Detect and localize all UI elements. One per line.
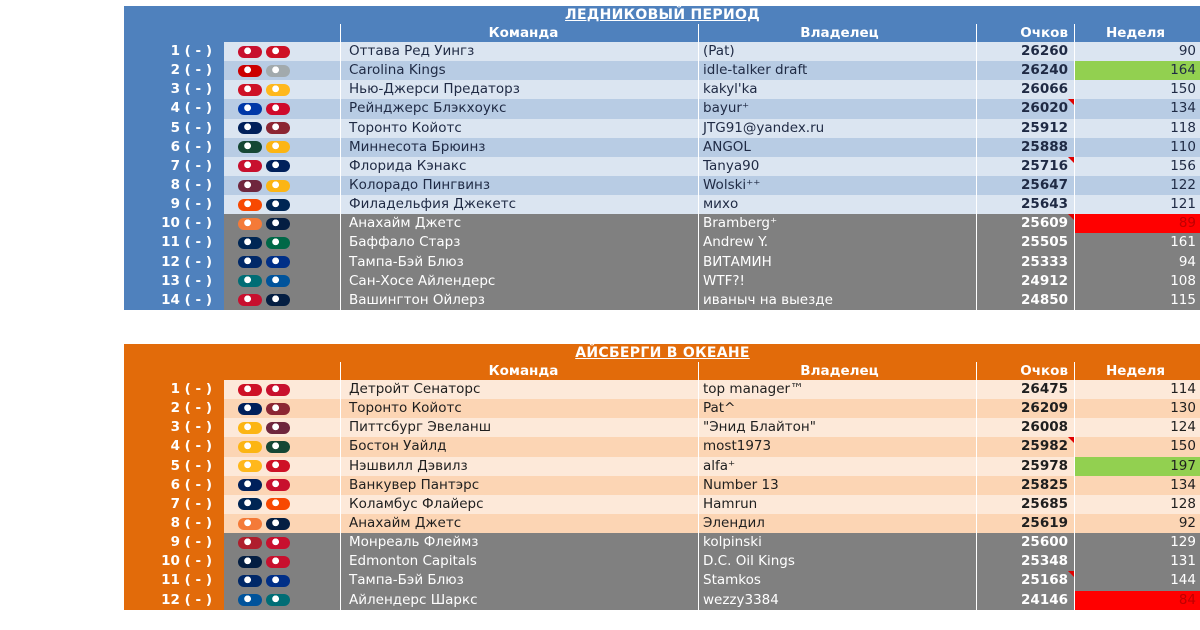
team-logos [224,61,340,80]
team-logo-icon [266,256,290,268]
week-cell: 108 [1074,272,1200,291]
table-title-row [124,6,1200,24]
owner-header: Владелец [698,24,976,42]
standings-table-1 [124,6,1200,310]
team-logo-icon [266,556,290,568]
team-cell: Торонто Койотс [340,399,698,418]
points-cell: 26066 [976,80,1074,99]
team-logo-icon [266,441,290,453]
week-cell: 124 [1074,418,1200,437]
team-logo-icon [266,65,290,77]
team-logo-icon [266,575,290,587]
table-row [124,457,1200,476]
owner-cell: Wolski⁺⁺ [698,176,976,195]
points-cell: 25888 [976,138,1074,157]
owner-cell: Andrew Y. [698,233,976,252]
points-cell: 26240 [976,61,1074,80]
table-row [124,291,1200,310]
team-logos [224,495,340,514]
table-row [124,195,1200,214]
table-title: ЛЕДНИКОВЫЙ ПЕРИОД [565,7,760,23]
owner-cell: (Pat) [698,42,976,61]
team-logos [224,99,340,118]
rank-cell: 12 ( - ) [124,591,224,610]
rank-cell: 2 ( - ) [124,399,224,418]
week-cell: 130 [1074,399,1200,418]
table-row [124,99,1200,118]
team-logos [224,552,340,571]
team-logo-icon [238,103,262,115]
table-row [124,272,1200,291]
team-logo-icon [266,84,290,96]
team-cell: Питтсбург Эвеланш [340,418,698,437]
owner-cell: kakyl'ka [698,80,976,99]
points-cell: 25978 [976,457,1074,476]
team-logo-icon [266,384,290,396]
table-row [124,533,1200,552]
rank-cell: 5 ( - ) [124,457,224,476]
points-cell: 25643 [976,195,1074,214]
week-header: Неделя [1074,362,1200,380]
week-cell: 110 [1074,138,1200,157]
week-cell: 121 [1074,195,1200,214]
team-cell: Рейнджерс Блэкхоукс [340,99,698,118]
points-cell: 25333 [976,253,1074,272]
team-logo-icon [266,103,290,115]
comment-marker-icon [1068,157,1074,163]
team-logo-icon [238,141,262,153]
team-logo-icon [238,594,262,606]
week-cell: 118 [1074,119,1200,138]
team-logo-icon [238,403,262,415]
rank-cell: 2 ( - ) [124,61,224,80]
owner-cell: Number 13 [698,476,976,495]
points-cell: 25505 [976,233,1074,252]
table-row [124,380,1200,399]
team-logo-icon [266,403,290,415]
team-logo-icon [238,256,262,268]
team-cell: Баффало Старз [340,233,698,252]
team-logo-icon [266,199,290,211]
points-cell: 26475 [976,380,1074,399]
team-logos [224,418,340,437]
team-logo-icon [238,160,262,172]
team-header: Команда [340,24,698,42]
points-cell: 24850 [976,291,1074,310]
points-cell: 24146 [976,591,1074,610]
points-cell: 25609 [976,214,1074,233]
owner-cell: Hamrun [698,495,976,514]
owner-cell: kolpinski [698,533,976,552]
rank-cell: 1 ( - ) [124,42,224,61]
team-logo-icon [238,498,262,510]
week-cell: 128 [1074,495,1200,514]
rank-cell: 9 ( - ) [124,533,224,552]
rank-cell: 11 ( - ) [124,233,224,252]
team-cell: Бостон Уайлд [340,437,698,456]
team-cell: Филадельфия Джекетс [340,195,698,214]
team-logo-icon [238,460,262,472]
table-row [124,571,1200,590]
points-cell: 25168 [976,571,1074,590]
owner-cell: top manager™ [698,380,976,399]
standings-table-2 [124,344,1200,610]
week-cell: 84 [1074,591,1200,610]
table-row [124,119,1200,138]
owner-cell: Stamkos [698,571,976,590]
team-logo-icon [266,479,290,491]
team-cell: Анахайм Джетс [340,214,698,233]
rank-cell: 13 ( - ) [124,272,224,291]
table-row [124,253,1200,272]
week-cell: 114 [1074,380,1200,399]
table-row [124,437,1200,456]
team-logo-icon [238,537,262,549]
team-cell: Колорадо Пингвинз [340,176,698,195]
team-cell: Нэшвилл Дэвилз [340,457,698,476]
team-logos [224,195,340,214]
rank-cell: 1 ( - ) [124,380,224,399]
team-logo-icon [238,479,262,491]
team-cell: Монреаль Флеймз [340,533,698,552]
team-logo-icon [266,237,290,249]
owner-cell: Bramberg⁺ [698,214,976,233]
rank-cell: 12 ( - ) [124,253,224,272]
week-cell: 156 [1074,157,1200,176]
team-logos [224,476,340,495]
table-row [124,42,1200,61]
team-logos [224,380,340,399]
rank-header [124,24,224,42]
points-cell: 26020 [976,99,1074,118]
points-cell: 26008 [976,418,1074,437]
owner-cell: иваныч на выезде [698,291,976,310]
team-cell: Carolina Kings [340,61,698,80]
table-body [124,380,1200,610]
owner-cell: wezzy3384 [698,591,976,610]
week-cell: 161 [1074,233,1200,252]
rank-cell: 11 ( - ) [124,571,224,590]
owner-cell: alfa⁺ [698,457,976,476]
team-logo-icon [238,46,262,58]
points-cell: 26260 [976,42,1074,61]
team-logo-icon [238,294,262,306]
team-cell: Торонто Койотс [340,119,698,138]
team-logo-icon [266,460,290,472]
logo-header [224,362,340,380]
table-row [124,418,1200,437]
team-logos [224,533,340,552]
rank-cell: 7 ( - ) [124,495,224,514]
team-logo-icon [238,180,262,192]
team-logos [224,272,340,291]
team-cell: Миннесота Брюинз [340,138,698,157]
team-logo-icon [238,275,262,287]
team-logos [224,591,340,610]
comment-marker-icon [1068,99,1074,105]
table-row [124,61,1200,80]
team-logos [224,80,340,99]
comment-marker-icon [1068,437,1074,443]
team-logo-icon [266,518,290,530]
team-cell: Тампа-Бэй Блюз [340,253,698,272]
table-row [124,495,1200,514]
rank-cell: 10 ( - ) [124,552,224,571]
points-cell: 24912 [976,272,1074,291]
team-logo-icon [266,594,290,606]
points-cell: 25982 [976,437,1074,456]
team-logo-icon [238,84,262,96]
team-logos [224,119,340,138]
rank-cell: 5 ( - ) [124,119,224,138]
team-logo-icon [266,46,290,58]
week-cell: 94 [1074,253,1200,272]
team-logo-icon [238,237,262,249]
rank-cell: 14 ( - ) [124,291,224,310]
table-body [124,42,1200,310]
owner-cell: D.C. Oil Kings [698,552,976,571]
team-logo-icon [238,218,262,230]
team-logos [224,176,340,195]
week-cell: 134 [1074,99,1200,118]
points-cell: 25685 [976,495,1074,514]
table-row [124,591,1200,610]
owner-cell: JTG91@yandex.ru [698,119,976,138]
team-cell: Тампа-Бэй Блюз [340,571,698,590]
table-title: АЙСБЕРГИ В ОКЕАНЕ [575,345,750,361]
week-cell: 134 [1074,476,1200,495]
team-logo-icon [238,384,262,396]
table-header-row [124,24,1200,42]
rank-cell: 3 ( - ) [124,80,224,99]
table-row [124,399,1200,418]
team-cell: Детройт Сенаторс [340,380,698,399]
table-row [124,157,1200,176]
week-cell: 131 [1074,552,1200,571]
team-logo-icon [266,294,290,306]
team-logo-icon [238,65,262,77]
team-logos [224,571,340,590]
table-row [124,514,1200,533]
comment-marker-icon [1068,214,1074,220]
points-cell: 25348 [976,552,1074,571]
table-title-row [124,344,1200,362]
rank-header [124,362,224,380]
team-cell: Нью-Джерси Предаторз [340,80,698,99]
owner-cell: idle-talker draft [698,61,976,80]
table-row [124,476,1200,495]
team-logos [224,214,340,233]
team-logos [224,233,340,252]
rank-cell: 10 ( - ) [124,214,224,233]
rank-cell: 9 ( - ) [124,195,224,214]
team-header: Команда [340,362,698,380]
table-row [124,552,1200,571]
team-logo-icon [266,537,290,549]
team-cell: Анахайм Джетс [340,514,698,533]
week-cell: 90 [1074,42,1200,61]
rank-cell: 6 ( - ) [124,476,224,495]
table-row [124,176,1200,195]
team-logos [224,457,340,476]
week-header: Неделя [1074,24,1200,42]
team-logo-icon [266,422,290,434]
team-logo-icon [238,441,262,453]
team-logos [224,437,340,456]
rank-cell: 6 ( - ) [124,138,224,157]
rank-cell: 7 ( - ) [124,157,224,176]
team-cell: Флорида Кэнакс [340,157,698,176]
team-logo-icon [238,422,262,434]
points-header: Очков [976,362,1074,380]
team-cell: Вашингтон Ойлерз [340,291,698,310]
team-logo-icon [238,122,262,134]
week-cell: 164 [1074,61,1200,80]
table-row [124,214,1200,233]
team-logos [224,42,340,61]
team-cell: Айлендерс Шаркс [340,591,698,610]
rank-cell: 8 ( - ) [124,514,224,533]
owner-cell: михо [698,195,976,214]
comment-marker-icon [1068,571,1074,577]
points-cell: 26209 [976,399,1074,418]
points-cell: 25825 [976,476,1074,495]
owner-cell: bayur⁺ [698,99,976,118]
table-row [124,138,1200,157]
points-cell: 25619 [976,514,1074,533]
team-cell: Сан-Хосе Айлендерс [340,272,698,291]
week-cell: 89 [1074,214,1200,233]
team-logo-icon [266,122,290,134]
owner-header: Владелец [698,362,976,380]
points-cell: 25600 [976,533,1074,552]
owner-cell: Элендил [698,514,976,533]
rank-cell: 4 ( - ) [124,99,224,118]
team-logos [224,138,340,157]
table-header-row [124,362,1200,380]
owner-cell: most1973 [698,437,976,456]
owner-cell: ВИТАМИН [698,253,976,272]
table-row [124,80,1200,99]
team-logos [224,291,340,310]
owner-cell: WTF?! [698,272,976,291]
team-logo-icon [238,518,262,530]
week-cell: 92 [1074,514,1200,533]
team-logo-icon [266,141,290,153]
points-cell: 25647 [976,176,1074,195]
week-cell: 150 [1074,437,1200,456]
team-logos [224,514,340,533]
points-cell: 25716 [976,157,1074,176]
owner-cell: ANGOL [698,138,976,157]
team-cell: Ванкувер Пантэрс [340,476,698,495]
rank-cell: 8 ( - ) [124,176,224,195]
team-cell: Коламбус Флайерс [340,495,698,514]
week-cell: 144 [1074,571,1200,590]
table-row [124,233,1200,252]
owner-cell: Tanya90 [698,157,976,176]
week-cell: 197 [1074,457,1200,476]
points-cell: 25912 [976,119,1074,138]
week-cell: 150 [1074,80,1200,99]
logo-header [224,24,340,42]
rank-cell: 3 ( - ) [124,418,224,437]
team-logo-icon [266,275,290,287]
team-logos [224,399,340,418]
team-logos [224,253,340,272]
team-logo-icon [238,575,262,587]
team-logo-icon [266,160,290,172]
team-logo-icon [238,199,262,211]
team-logo-icon [266,498,290,510]
team-logos [224,157,340,176]
team-logo-icon [266,218,290,230]
team-logo-icon [266,180,290,192]
team-cell: Оттава Ред Уингз [340,42,698,61]
rank-cell: 4 ( - ) [124,437,224,456]
week-cell: 129 [1074,533,1200,552]
points-header: Очков [976,24,1074,42]
week-cell: 115 [1074,291,1200,310]
team-cell: Edmonton Capitals [340,552,698,571]
team-logo-icon [238,556,262,568]
owner-cell: "Энид Блайтон" [698,418,976,437]
owner-cell: Pat^ [698,399,976,418]
week-cell: 122 [1074,176,1200,195]
